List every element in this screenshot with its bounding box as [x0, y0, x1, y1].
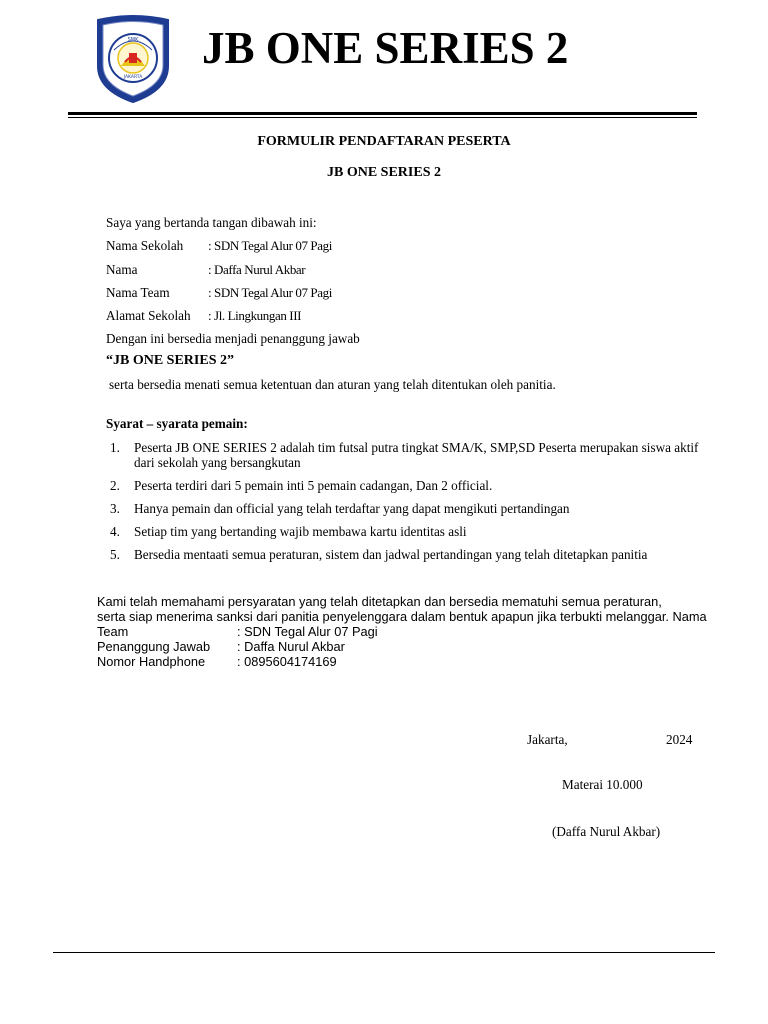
stamp-label: Materai 10.000	[562, 777, 643, 792]
form-subheading: JB ONE SERIES 2	[327, 165, 441, 180]
requirement-item: Hanya pemain dan official yang telah terdaftar yang dapat mengikuti pertandingan	[134, 501, 570, 516]
requirement-item: Peserta JB ONE SERIES 2 adalah tim futsal putra tingkat SMA/K, SMP,SD Peserta merupakan siswa aktif dari sekolah yang bersangkutan	[134, 440, 699, 470]
header-rule-thin	[68, 117, 697, 118]
signature-year: 2024	[666, 732, 693, 747]
contact-label: Team	[97, 624, 129, 639]
field-label: Nama	[106, 262, 138, 277]
document-title: JB ONE SERIES 2	[202, 23, 569, 73]
list-number: 5.	[110, 547, 120, 562]
contact-value: : 0895604174169	[237, 654, 337, 669]
requirement-item: Setiap tim yang bertanding wajib membawa kartu identitas asli	[134, 524, 467, 539]
contact-label: Nomor Handphone	[97, 654, 206, 669]
contact-label: Penanggung Jawab	[97, 639, 211, 654]
contact-value: : SDN Tegal Alur 07 Pagi	[237, 624, 378, 639]
footer-rule	[53, 952, 715, 953]
field-value: : Daffa Nurul Akbar	[208, 262, 306, 277]
field-value: : SDN Tegal Alur 07 Pagi	[208, 238, 332, 253]
school-logo	[94, 14, 172, 104]
requirement-item: Bersedia mentaati semua peraturan, sistem dan jadwal pertandingan yang telah ditetapkan panitia	[134, 547, 648, 562]
list-number: 2.	[110, 478, 120, 493]
event-quote: “JB ONE SERIES 2”	[106, 353, 234, 368]
field-value: : SDN Tegal Alur 07 Pagi	[208, 285, 332, 300]
contact-value: : Daffa Nurul Akbar	[237, 639, 345, 654]
statement-text-2: serta bersedia menati semua ketentuan dan aturan yang telah ditentukan oleh panitia.	[109, 377, 556, 392]
intro-text: Saya yang bertanda tangan dibawah ini:	[106, 215, 317, 230]
requirements-title: Syarat – syarata pemain:	[106, 416, 248, 431]
field-label: Alamat Sekolah	[106, 308, 191, 323]
signature-place: Jakarta,	[527, 732, 568, 747]
list-number: 1.	[110, 440, 120, 455]
signatory-name: (Daffa Nurul Akbar)	[552, 824, 661, 839]
statement-text: Dengan ini bersedia menjadi penanggung jawab	[106, 331, 360, 346]
declaration-line: serta siap menerima sanksi dari panitia penyelenggara dalam bentuk apapun jika terbukti melanggar. Nama	[97, 609, 707, 624]
declaration-line: Kami telah memahami persyaratan yang telah ditetapkan dan bersedia mematuhi semua peraturan,	[97, 594, 662, 609]
header-rule	[68, 112, 697, 115]
svg-text:SMK: SMK	[127, 37, 139, 43]
field-label: Nama Sekolah	[106, 238, 184, 253]
form-heading: FORMULIR PENDAFTARAN PESERTA	[257, 134, 511, 149]
list-number: 4.	[110, 524, 120, 539]
requirement-item: Peserta terdiri dari 5 pemain inti 5 pemain cadangan, Dan 2 official.	[134, 478, 493, 493]
field-label: Nama Team	[106, 285, 170, 300]
field-value: : Jl. Lingkungan III	[208, 308, 302, 323]
svg-text:JAKARTA: JAKARTA	[123, 75, 143, 80]
list-number: 3.	[110, 501, 120, 516]
